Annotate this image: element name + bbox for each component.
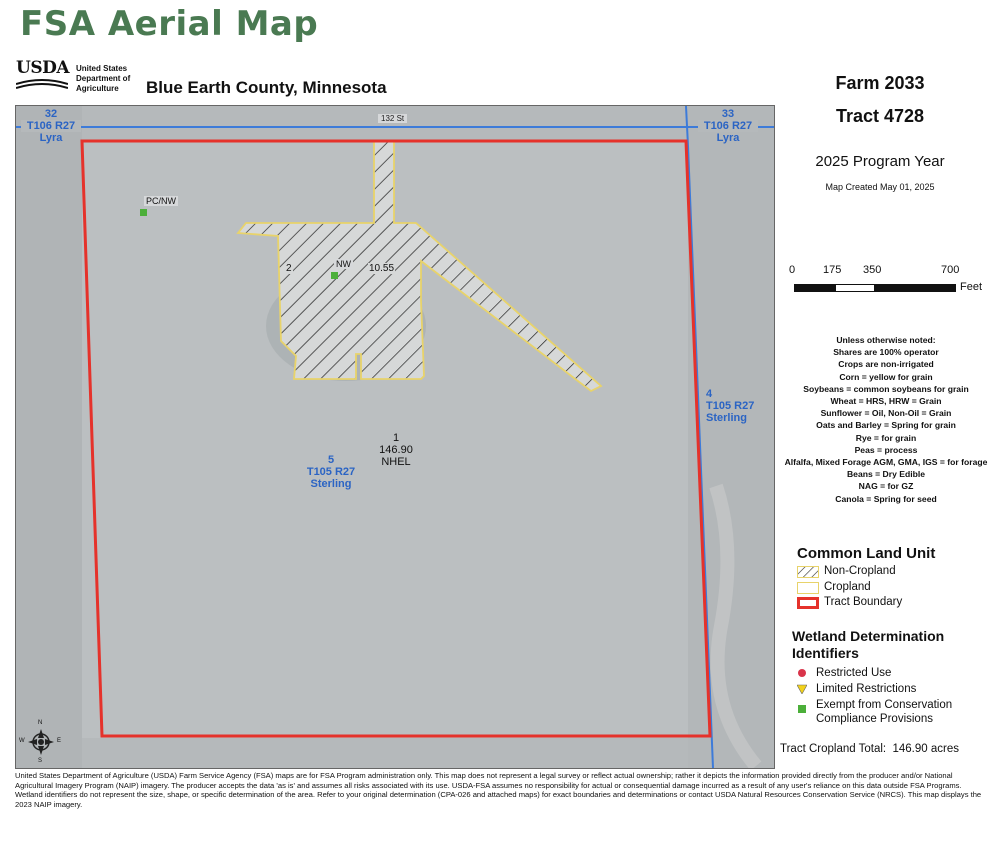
- section-label-ne: [698, 108, 758, 144]
- section-township: T105 R27: [706, 400, 755, 412]
- compass-e: E: [57, 738, 62, 744]
- clu-label-field-2-id[interactable]: 2: [286, 263, 292, 274]
- county-name: Blue Earth County, Minnesota: [146, 78, 387, 97]
- east-field-imagery: [688, 106, 774, 768]
- scale-unit: Feet: [960, 281, 983, 293]
- section-township: T106 R27: [21, 120, 81, 132]
- wetland-label-nw: NW: [336, 259, 351, 269]
- limited-restrictions-triangle-icon: [797, 684, 807, 694]
- usda-logo-swoosh: [16, 78, 68, 92]
- scale-bar-segment: [794, 284, 836, 292]
- program-year: 2025 Program Year: [815, 153, 945, 170]
- section-township: T105 R27: [306, 466, 356, 478]
- scale-bar: [786, 264, 996, 300]
- legend-title: Common Land Unit: [797, 545, 936, 562]
- section-township: T106 R27: [698, 120, 758, 132]
- section-name: Lyra: [716, 132, 740, 144]
- map-created-date: Map Created May 01, 2025: [825, 182, 935, 192]
- section-name: Sterling: [310, 478, 352, 490]
- scale-tick-label: 0: [789, 264, 796, 276]
- section-number: 33: [721, 108, 735, 120]
- total-value: 146.90 acres: [892, 743, 959, 755]
- page-title: FSA Aerial Map: [20, 4, 319, 44]
- scale-tick-label: 350: [863, 264, 882, 276]
- department-name: United States Department of Agriculture: [76, 64, 131, 93]
- exempt-square-icon: [797, 704, 807, 714]
- west-field-imagery: [16, 106, 82, 768]
- compass-n: N: [38, 720, 43, 726]
- crop-notes: Unless otherwise noted: Shares are 100% operator Crops are non-irrigated Corn = yellow for grain Soybeans = common soybeans for grain Wheat = HRS, HRW = Grain Sunflower = Oil, Non-Oil = Grain Oats and Barley = Spring for grain Rye = for grain Peas = process Alfalfa, Mixed Forage AGM, GMA, IGS = for forage Beans = Dry Edible NAG = for GZ Canola = Spring for seed: [784, 335, 988, 504]
- section-name: Lyra: [39, 132, 63, 144]
- clu-label-field-2-acres[interactable]: 10.55: [369, 263, 395, 274]
- wetland-label-pcnw: PC/NW: [146, 196, 176, 206]
- field-acres: 146.90: [379, 444, 413, 456]
- compass-w: W: [19, 738, 25, 744]
- clu-label-field-1[interactable]: [366, 432, 426, 468]
- tract-cropland-total: [780, 743, 959, 755]
- section-label-east: [706, 388, 774, 424]
- non-cropland-swatch-icon: [797, 566, 819, 578]
- scale-tick-label: 700: [941, 264, 960, 276]
- field-hel-class: NHEL: [381, 456, 411, 468]
- farm-number: Farm 2033: [835, 73, 925, 93]
- field-id: 1: [392, 432, 400, 444]
- scale-tick-label: 175: [823, 264, 842, 276]
- scale-bar-segment: [874, 284, 956, 292]
- section-label-nw: [21, 108, 81, 144]
- wetland-point-pcnw: [140, 209, 147, 216]
- aerial-map[interactable]: [15, 105, 775, 769]
- total-label: Tract Cropland Total:: [780, 743, 887, 755]
- cropland-swatch-icon: [797, 582, 819, 594]
- usda-logo: USDA: [16, 58, 70, 78]
- compass-s: S: [38, 758, 43, 764]
- road-label: 132 St: [378, 114, 407, 123]
- section-number: 4: [706, 388, 713, 400]
- section-number: 5: [327, 454, 335, 466]
- section-number: 32: [44, 108, 58, 120]
- section-name: Sterling: [706, 412, 747, 424]
- wetland-point-nw: [331, 272, 338, 279]
- disclaimer: United States Department of Agriculture (USDA) Farm Service Agency (FSA) maps are for FSA Program administration only. This map does not represent a legal survey or reflect actual ownership; rather it depicts the information provided directly from the producer and/or National Agricultural Imagery Program (NAIP) imagery. The producer accepts the data 'as is' and assumes all risks associated with its use. USDA-FSA assumes no responsibility for actual or consequential damage incurred as a result of any user's reliance on this data outside FSA Programs. Wetland identifiers do not represent the size, shape, or specific determination of the area. Refer to your original determination (CPA-026 and attached maps) for exact boundaries and determinations or contact USDA Natural Resources Conservation Service (NRCS). This map displays the 2023 NAIP imagery.: [15, 771, 982, 809]
- tract-boundary-swatch-icon: [797, 597, 819, 609]
- restricted-use-dot-icon: [797, 668, 807, 678]
- tract-number: Tract 4728: [835, 106, 925, 126]
- wetland-legend-title: Wetland Determination Identifiers: [792, 628, 945, 661]
- section-label-center: [296, 454, 366, 490]
